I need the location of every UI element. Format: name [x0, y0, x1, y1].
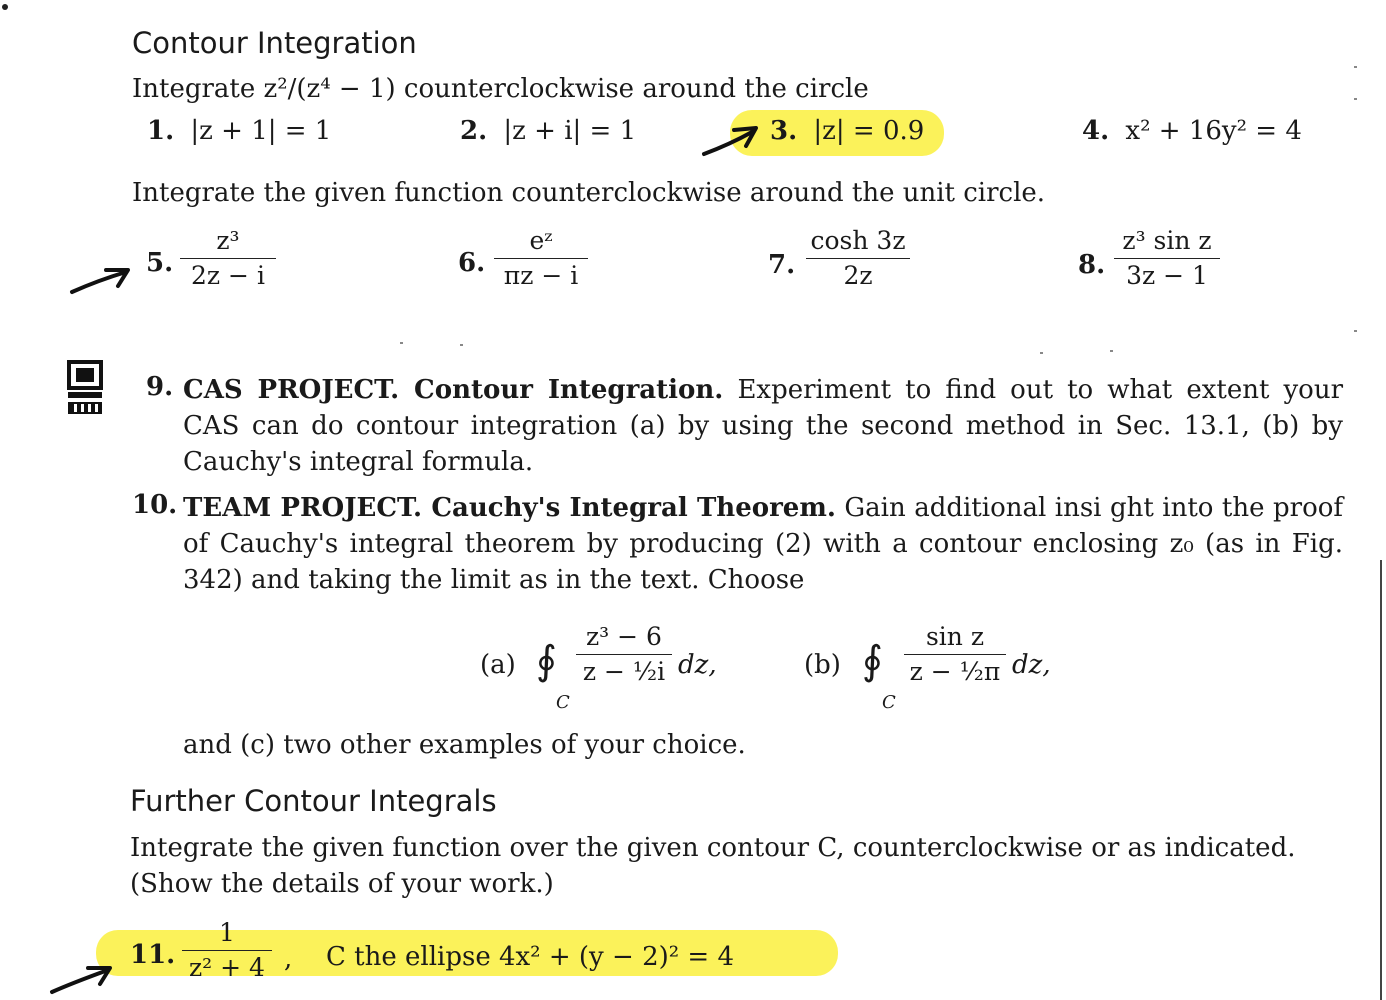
contour-b-subscript: C: [882, 692, 896, 713]
integral-b-dz: dz,: [1012, 650, 1051, 680]
fraction-6: eᶻ πz − i: [494, 226, 588, 291]
scan-speck: [1354, 330, 1357, 332]
problem-5-number: 5.: [146, 248, 174, 278]
scan-speck: [400, 342, 403, 344]
problem-6-number: 6.: [458, 248, 486, 278]
problem-3: 3. |z| = 0.9: [770, 116, 925, 146]
scan-speck: [1040, 352, 1043, 354]
integral-a-label: (a): [480, 650, 516, 680]
fraction-b: sin z z − ½π: [904, 622, 1006, 687]
section-title-contour-integration: Contour Integration: [132, 26, 417, 60]
problem-11-comma: ,: [284, 944, 293, 974]
arrow-mark-problem-11: [46, 958, 118, 998]
problem-11-number: 11.: [130, 940, 176, 970]
project-9-number: 9.: [146, 372, 174, 402]
problem-11-contour: C the ellipse 4x² + (y − 2)² = 4: [326, 942, 735, 972]
page-dot: [2, 4, 8, 10]
problem-8-number: 8.: [1078, 250, 1106, 280]
problem-4: 4. x² + 16y² = 4: [1082, 116, 1302, 146]
section-title-further-contour-integrals: Further Contour Integrals: [130, 784, 497, 818]
fraction-11: 1 z² + 4: [182, 918, 272, 983]
instruction-2: Integrate the given function counterclockwise around the unit circle.: [132, 178, 1046, 208]
problem-7-number: 7.: [768, 250, 796, 280]
contour-integral-a-icon: ∮: [536, 638, 557, 684]
instruction-3: Integrate the given function over the given contour C, counterclockwise or as indicated. (Show the details of your work.): [130, 833, 1296, 899]
project-10-paragraph: TEAM PROJECT. Cauchy's Integral Theorem. Gain additional insi ght into the proof of Cauchy's integral theorem by producing (2) with a contour enclosing z₀ (as in Fig. 342) and taking the limit as in the text. Choose: [183, 493, 1343, 595]
scan-speck: [1354, 66, 1357, 68]
computer-icon: [66, 360, 104, 416]
arrow-mark-problem-5: [66, 262, 136, 298]
scan-speck: [1110, 350, 1113, 352]
integral-a-dz: dz,: [678, 650, 717, 680]
project-9-paragraph: CAS PROJECT. Contour Integration. Experiment to find out to what extent your CAS can do contour integration (a) by using the second method in Sec. 13.1, (b) by Cauchy's integral formula.: [183, 375, 1344, 477]
project-10-number: 10.: [132, 490, 178, 520]
arrow-mark-problem-3: [700, 118, 762, 162]
fraction-7: cosh 3z 2z: [806, 226, 910, 291]
integral-b-label: (b): [804, 650, 841, 680]
project-10-closing: and (c) two other examples of your choice.: [183, 730, 746, 760]
scan-speck: [460, 344, 463, 346]
problem-1: 1. |z + 1| = 1: [147, 116, 332, 146]
instruction-1: Integrate z²/(z⁴ − 1) counterclockwise around the circle: [132, 74, 869, 104]
contour-a-subscript: C: [556, 692, 570, 713]
fraction-5: z³ 2z − i: [180, 226, 276, 291]
scan-speck: [1354, 98, 1357, 100]
contour-integral-b-icon: ∮: [862, 638, 883, 684]
problem-2: 2. |z + i| = 1: [460, 116, 637, 146]
fraction-a: z³ − 6 z − ½i: [576, 622, 672, 687]
page-edge-line: [1380, 560, 1382, 1000]
fraction-8: z³ sin z 3z − 1: [1114, 226, 1220, 291]
